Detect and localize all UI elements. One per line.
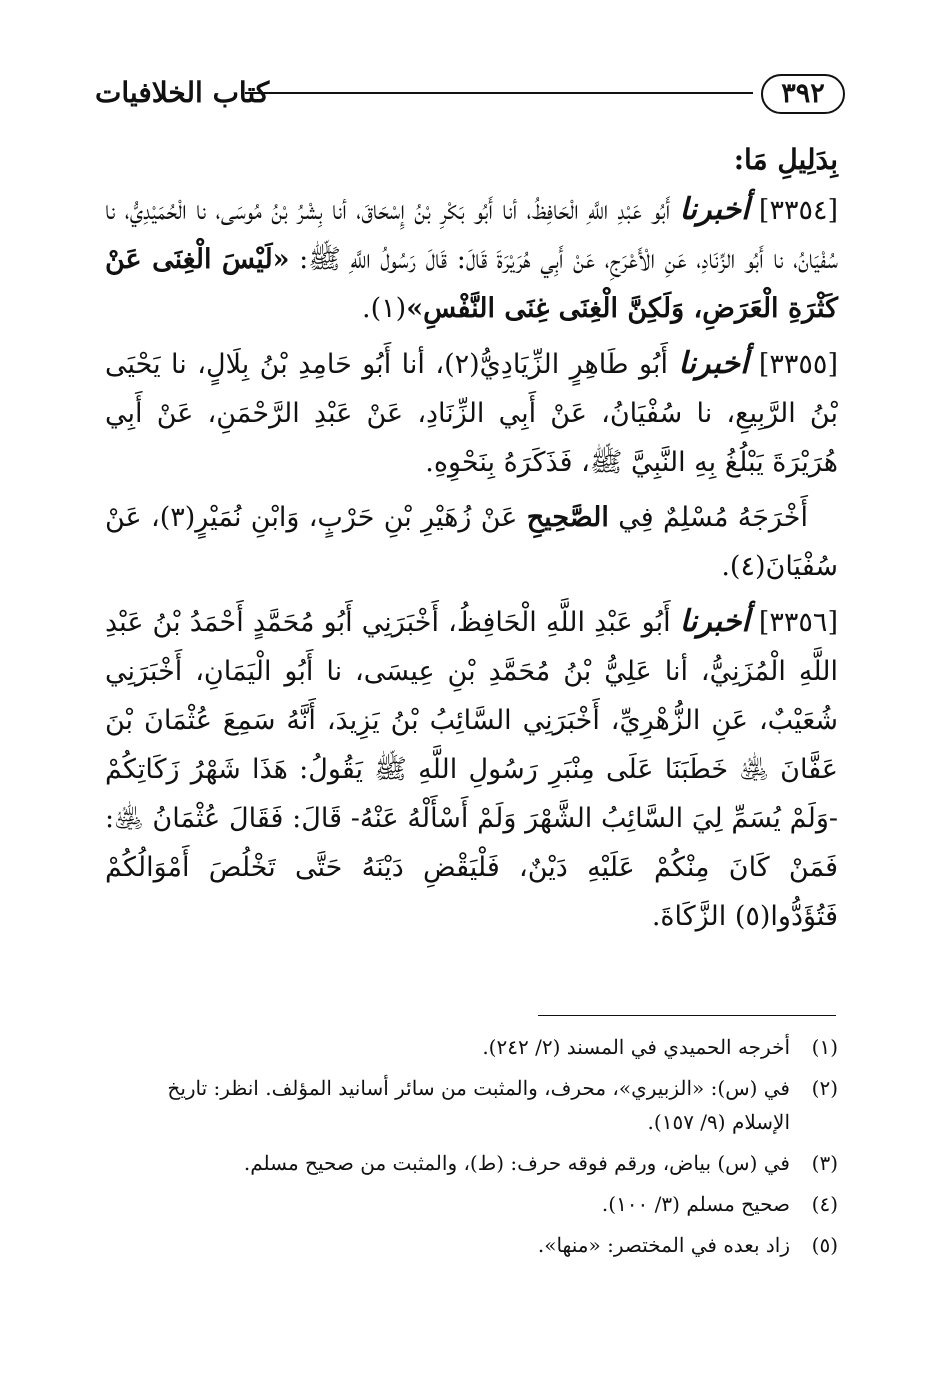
footnote-number: (٤) xyxy=(811,1192,838,1216)
akhbarana-label: أخبرنا xyxy=(679,192,750,227)
footnote-text: صحيح مسلم (٣/ ١٠٠). xyxy=(601,1192,790,1216)
footnote xyxy=(105,1146,838,1180)
footnote-number: (٣) xyxy=(811,1151,838,1175)
footnote xyxy=(105,1187,838,1221)
header-rule xyxy=(245,92,753,94)
hadith-3356 xyxy=(105,597,838,941)
footnote-text: في (س): «الزبيري»، محرف، والمثبت من سائر أسانيد المؤلف. انظر: تاريخ الإسلام (٩/ ١٥٧). xyxy=(167,1076,790,1134)
footnote-text: في (س) بياض، ورقم فوقه حرف: (ط)، والمثبت من صحيح مسلم. xyxy=(243,1151,790,1175)
takhrij-text-start: أَخْرَجَهُ مُسْلِمٌ فِي xyxy=(618,502,808,533)
footnote-text: أخرجه الحميدي في المسند (٢/ ٢٤٢). xyxy=(482,1035,790,1059)
page-number: ٣٩٢ xyxy=(761,74,845,114)
footnote-number: (٥) xyxy=(811,1233,838,1257)
footnotes-list xyxy=(105,1030,838,1269)
hadith-3355 xyxy=(105,339,838,487)
footnote-separator xyxy=(538,1015,836,1016)
takhrij-note xyxy=(105,493,838,591)
hadith-number: [٣٣٥٦] xyxy=(758,607,838,638)
takhrij-text-end: عَنْ زُهَيْرِ بْنِ حَرْبٍ، وَابْنِ نُمَيْرٍ(٣)، عَنْ سُفْيَانَ(٤). xyxy=(105,502,838,582)
footnote-number: (٢) xyxy=(811,1076,838,1100)
page-header xyxy=(95,70,845,122)
footnote-text: زاد بعده في المختصر: «منها». xyxy=(537,1233,790,1257)
hadith-number: [٣٣٥٤] xyxy=(758,195,838,226)
hadith-text: أَبُو عَبْدِ اللَّهِ الْحَافِظُ، أَخْبَرَنِي أَبُو مُحَمَّدٍ أَحْمَدُ بْنُ عَبْدِ اللَّهِ الْمُزَنِيُّ، أنا عَلِيُّ بْنُ مُحَمَّدِ بْنِ عِيسَى، نا أَبُو الْيَمَانِ، أَخْبَرَنِي شُعَيْبٌ، عَنِ الزُّهْرِيِّ، أَخْبَرَنِي السَّائِبُ بْنُ يَزِيدَ، أَنَّهُ سَمِعَ عُثْمَانَ بْنَ عَفَّانَ ﵁ خَطَبَنَا عَلَى مِنْبَرِ رَسُولِ اللَّهِ ﷺ يَقُولُ: هَذَا شَهْرُ زَكَاتِكُمْ -وَلَمْ يُسَمِّ لِيَ السَّائِبُ الشَّهْرَ وَلَمْ أَسْأَلْهُ عَنْهُ- قَالَ: فَقَالَ عُثْمَانُ ﵁: فَمَنْ كَانَ مِنْكُمْ عَلَيْهِ دَيْنٌ، فَلْيَقْضِ دَيْنَهُ حَتَّى تَخْلُصَ أَمْوَالُكُمْ فَتُؤَدُّوا(٥) الزَّكَاةَ. xyxy=(105,607,838,932)
akhbarana-label: أخبرنا xyxy=(678,346,749,381)
hadith-3354 xyxy=(105,185,838,333)
book-title: كتاب الخلافيات xyxy=(95,76,270,109)
sahih-title: الصَّحِيحِ xyxy=(526,502,609,533)
footnote xyxy=(105,1228,838,1262)
hadith-number: [٣٣٥٥] xyxy=(758,349,838,380)
hadith-text: أَبُو طَاهِرٍ الزِّيَادِيُّ(٢)، أنا أَبُو حَامِدِ بْنُ بِلَالٍ، نا يَحْيَى بْنُ الرَّبِيعِ، نا سُفْيَانُ، عَنْ أَبِي الزِّنَادِ، عَنْ عَبْدِ الرَّحْمَنِ، عَنْ أَبِي هُرَيْرَةَ يَبْلُغُ بِهِ النَّبِيَّ ﷺ، فَذَكَرَهُ بِنَحْوِهِ. xyxy=(105,349,838,478)
akhbarana-label: أخبرنا xyxy=(679,604,750,639)
subheading: بِدَلِيلِ مَا: xyxy=(733,143,838,176)
footnote-ref: (١). xyxy=(362,293,407,324)
footnote-number: (١) xyxy=(811,1035,838,1059)
footnote xyxy=(105,1071,838,1139)
footnote xyxy=(105,1030,838,1064)
prophetic-quote: «لَيْسَ الْغِنَى عَنْ كَثْرَةِ الْعَرَضِ، وَلَكِنَّ الْغِنَى غِنَى النَّفْسِ» xyxy=(105,244,838,324)
hadith-text: أَبُو عَبْدِ اللَّهِ الْحَافِظُ، أنا أَبُو بَكْرِ بْنُ إِسْحَاقَ، أنا بِشْرُ بْنُ مُوسَى، نا الْحُمَيْدِيُّ، نا سُفْيَانُ، نا أَبُو الزِّنَادِ، عَنِ الْأَعْرَجِ، عَنْ أَبِي هُرَيْرَةَ قَالَ: قَالَ رَسُولُ اللَّهِ ﷺ: xyxy=(105,195,838,275)
main-text xyxy=(105,135,838,947)
